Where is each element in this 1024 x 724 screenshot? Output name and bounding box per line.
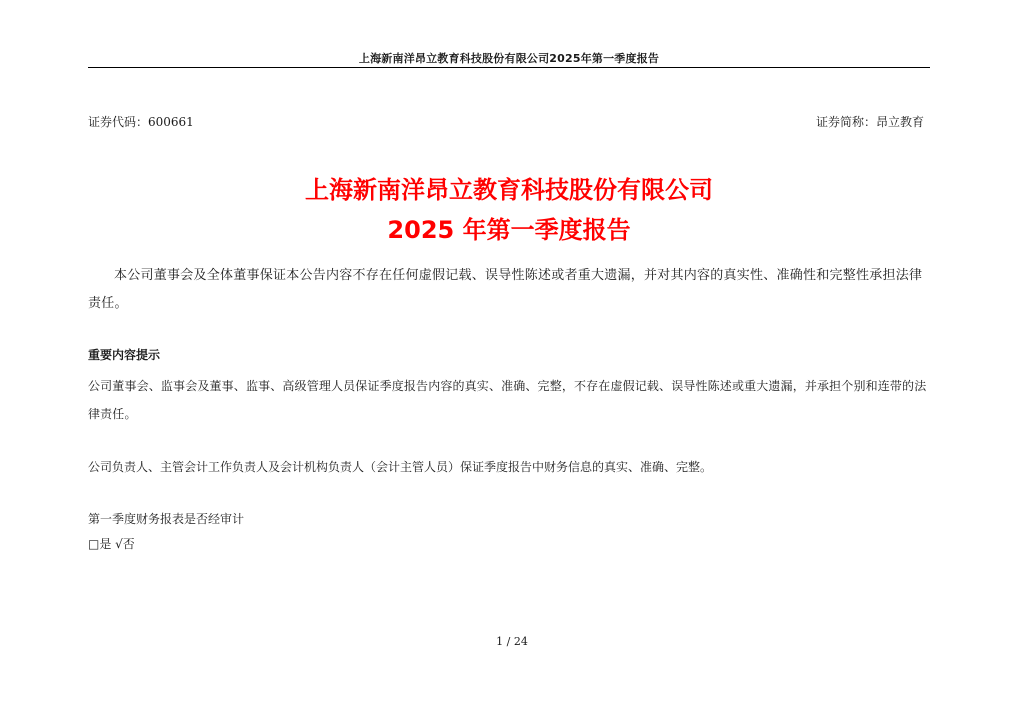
- page-number: 1 / 24: [496, 635, 528, 648]
- audit-answer: □是 √否: [88, 537, 135, 551]
- report-title: 2025 年第一季度报告: [387, 216, 631, 244]
- running-header: 上海新南洋昂立教育科技股份有限公司2025年第一季度报告: [358, 52, 660, 65]
- board-statement: 本公司董事会及全体董事保证本公告内容不存在任何虚假记载、误导性陈述或者重大遗漏，并对其内容的真实性、准确性和完整性承担法律责任。: [88, 268, 923, 311]
- company-title: 上海新南洋昂立教育科技股份有限公司: [305, 176, 713, 204]
- header-divider: [88, 67, 930, 68]
- audit-question: 第一季度财务报表是否经审计: [88, 512, 245, 526]
- security-code: 证券代码：600661: [88, 115, 194, 129]
- financial-info-guarantee-paragraph: 公司负责人、主管会计工作负责人及会计机构负责人（会计主管人员）保证季度报告中财务信息的真实、准确、完整。: [88, 460, 713, 474]
- directors-guarantee-paragraph: 公司董事会、监事会及董事、监事、高级管理人员保证季度报告内容的真实、准确、完整，不存在虚假记载、误导性陈述或重大遗漏，并承担个别和连带的法律责任。: [88, 379, 927, 421]
- security-abbreviation: 证券简称：昂立教育: [815, 115, 924, 129]
- important-notice-heading: 重要内容提示: [88, 348, 161, 362]
